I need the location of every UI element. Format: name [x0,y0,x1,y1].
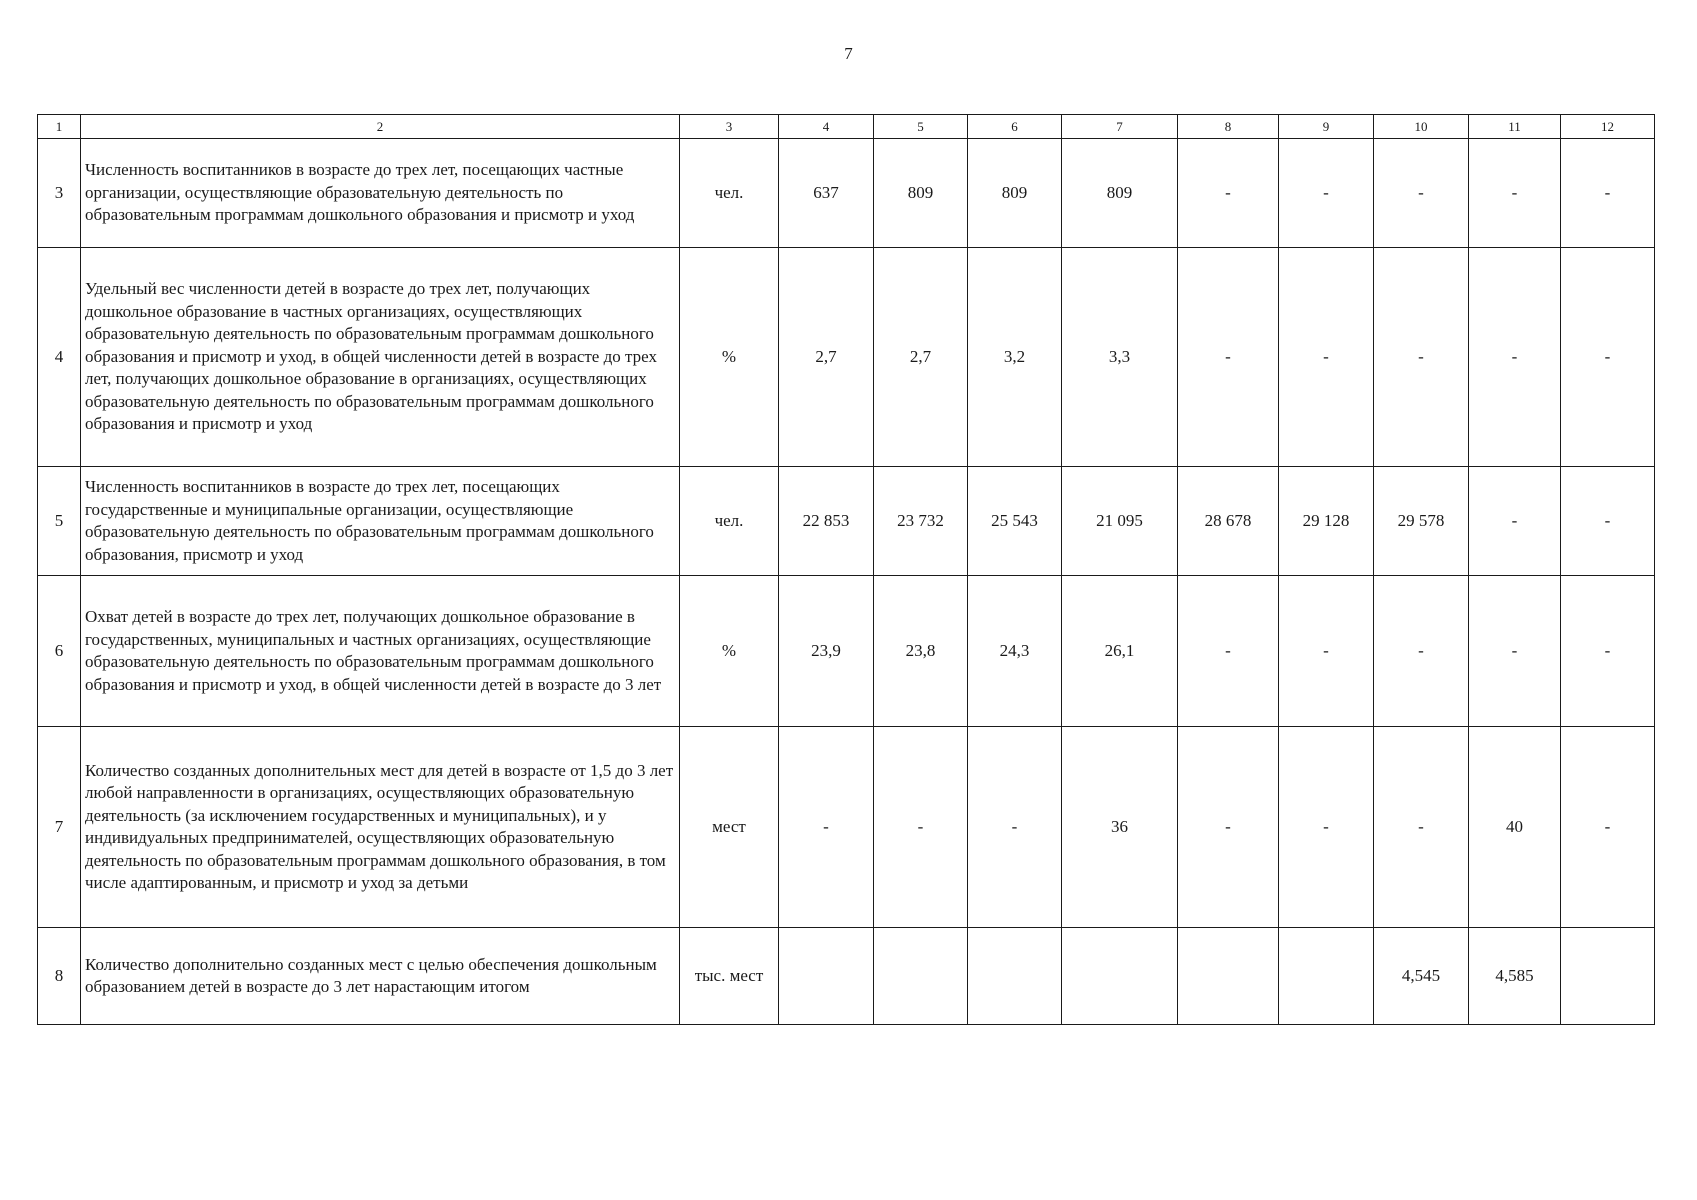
value-cell [1279,928,1374,1025]
column-number: 11 [1469,115,1561,139]
value-cell [968,928,1062,1025]
value-cell: - [1178,576,1279,727]
indicator-name: Удельный вес численности детей в возрасте до трех лет, получающих дошкольное образование в частных организациях, осуществляющих образовательную деятельность по образовательным программам дошкольного образования и присмотр и уход, в общей численности детей в возрасте до трех лет, получающих дошкольное образование в организациях, осуществляющих образовательную деятельность по образовательным программам дошкольного образования и присмотр и уход [81,248,680,467]
value-cell: - [1561,139,1655,248]
value-cell: 24,3 [968,576,1062,727]
value-cell: 3,3 [1062,248,1178,467]
unit-cell: тыс. мест [680,928,779,1025]
value-cell: - [1178,248,1279,467]
value-cell: 23,8 [874,576,968,727]
value-cell: 22 853 [779,467,874,576]
column-number: 6 [968,115,1062,139]
row-number: 6 [38,576,81,727]
value-cell [1561,928,1655,1025]
column-number: 8 [1178,115,1279,139]
value-cell: - [779,727,874,928]
column-number: 5 [874,115,968,139]
column-number: 12 [1561,115,1655,139]
value-cell: 23 732 [874,467,968,576]
row-number: 5 [38,467,81,576]
value-cell: 36 [1062,727,1178,928]
row-number: 4 [38,248,81,467]
value-cell: 40 [1469,727,1561,928]
value-cell: - [1374,139,1469,248]
value-cell: - [1561,727,1655,928]
value-cell: - [1279,248,1374,467]
value-cell: 21 095 [1062,467,1178,576]
row-number: 3 [38,139,81,248]
column-number-row [38,115,1655,139]
table-row [38,727,1655,928]
value-cell: - [1469,576,1561,727]
unit-cell: чел. [680,467,779,576]
value-cell: 29 578 [1374,467,1469,576]
value-cell: - [1374,248,1469,467]
value-cell: 4,585 [1469,928,1561,1025]
column-number: 10 [1374,115,1469,139]
value-cell: - [1469,139,1561,248]
table-row [38,467,1655,576]
column-number: 2 [81,115,680,139]
row-number: 8 [38,928,81,1025]
value-cell [1062,928,1178,1025]
data-table [37,114,1655,1025]
value-cell [1178,928,1279,1025]
value-cell: 29 128 [1279,467,1374,576]
indicator-name: Охват детей в возрасте до трех лет, получающих дошкольное образование в государственных, муниципальных и частных организациях, осуществляющие образовательную деятельность по образовательным программам дошкольного образования и присмотр и уход, в общей численности детей в возрасте до 3 лет [81,576,680,727]
indicator-name: Численность воспитанников в возрасте до трех лет, посещающих государственные и муниципальные организации, осуществляющие образовательную деятельность по образовательным программам дошкольного образования, присмотр и уход [81,467,680,576]
value-cell [874,928,968,1025]
value-cell: 3,2 [968,248,1062,467]
value-cell: - [1279,576,1374,727]
column-number: 9 [1279,115,1374,139]
value-cell [779,928,874,1025]
value-cell: 26,1 [1062,576,1178,727]
indicator-name: Количество созданных дополнительных мест для детей в возрасте от 1,5 до 3 лет любой направленности в организациях, осуществляющих образовательную деятельность (за исключением государственных и муниципальных), и у индивидуальных предпринимателей, осуществляющих образовательную деятельность по образовательным программам дошкольного образования, в том числе адаптированным, и присмотр и уход за детьми [81,727,680,928]
value-cell: - [1469,467,1561,576]
value-cell: 25 543 [968,467,1062,576]
value-cell: 2,7 [779,248,874,467]
unit-cell: чел. [680,139,779,248]
value-cell: - [1374,576,1469,727]
table-row [38,576,1655,727]
column-number: 1 [38,115,81,139]
column-number: 4 [779,115,874,139]
unit-cell: % [680,576,779,727]
value-cell: 637 [779,139,874,248]
indicator-name: Численность воспитанников в возрасте до трех лет, посещающих частные организации, осуществляющие образовательную деятельность по образовательным программам дошкольного образования и присмотр и уход [81,139,680,248]
unit-cell: мест [680,727,779,928]
column-number: 7 [1062,115,1178,139]
value-cell: 809 [874,139,968,248]
value-cell: - [1279,139,1374,248]
value-cell: - [968,727,1062,928]
value-cell: - [1561,467,1655,576]
column-number: 3 [680,115,779,139]
value-cell: 809 [1062,139,1178,248]
page-number: 7 [844,44,853,63]
value-cell: - [1279,727,1374,928]
table-row [38,248,1655,467]
value-cell: 23,9 [779,576,874,727]
value-cell: - [1561,576,1655,727]
value-cell: - [1178,727,1279,928]
value-cell: - [1561,248,1655,467]
unit-cell: % [680,248,779,467]
value-cell: 2,7 [874,248,968,467]
value-cell: - [1469,248,1561,467]
value-cell: 28 678 [1178,467,1279,576]
value-cell: - [1178,139,1279,248]
value-cell: 809 [968,139,1062,248]
table-row [38,928,1655,1025]
value-cell: - [1374,727,1469,928]
value-cell: - [874,727,968,928]
table-row [38,139,1655,248]
value-cell: 4,545 [1374,928,1469,1025]
row-number: 7 [38,727,81,928]
indicator-name: Количество дополнительно созданных мест с целью обеспечения дошкольным образованием детей в возрасте до 3 лет нарастающим итогом [81,928,680,1025]
